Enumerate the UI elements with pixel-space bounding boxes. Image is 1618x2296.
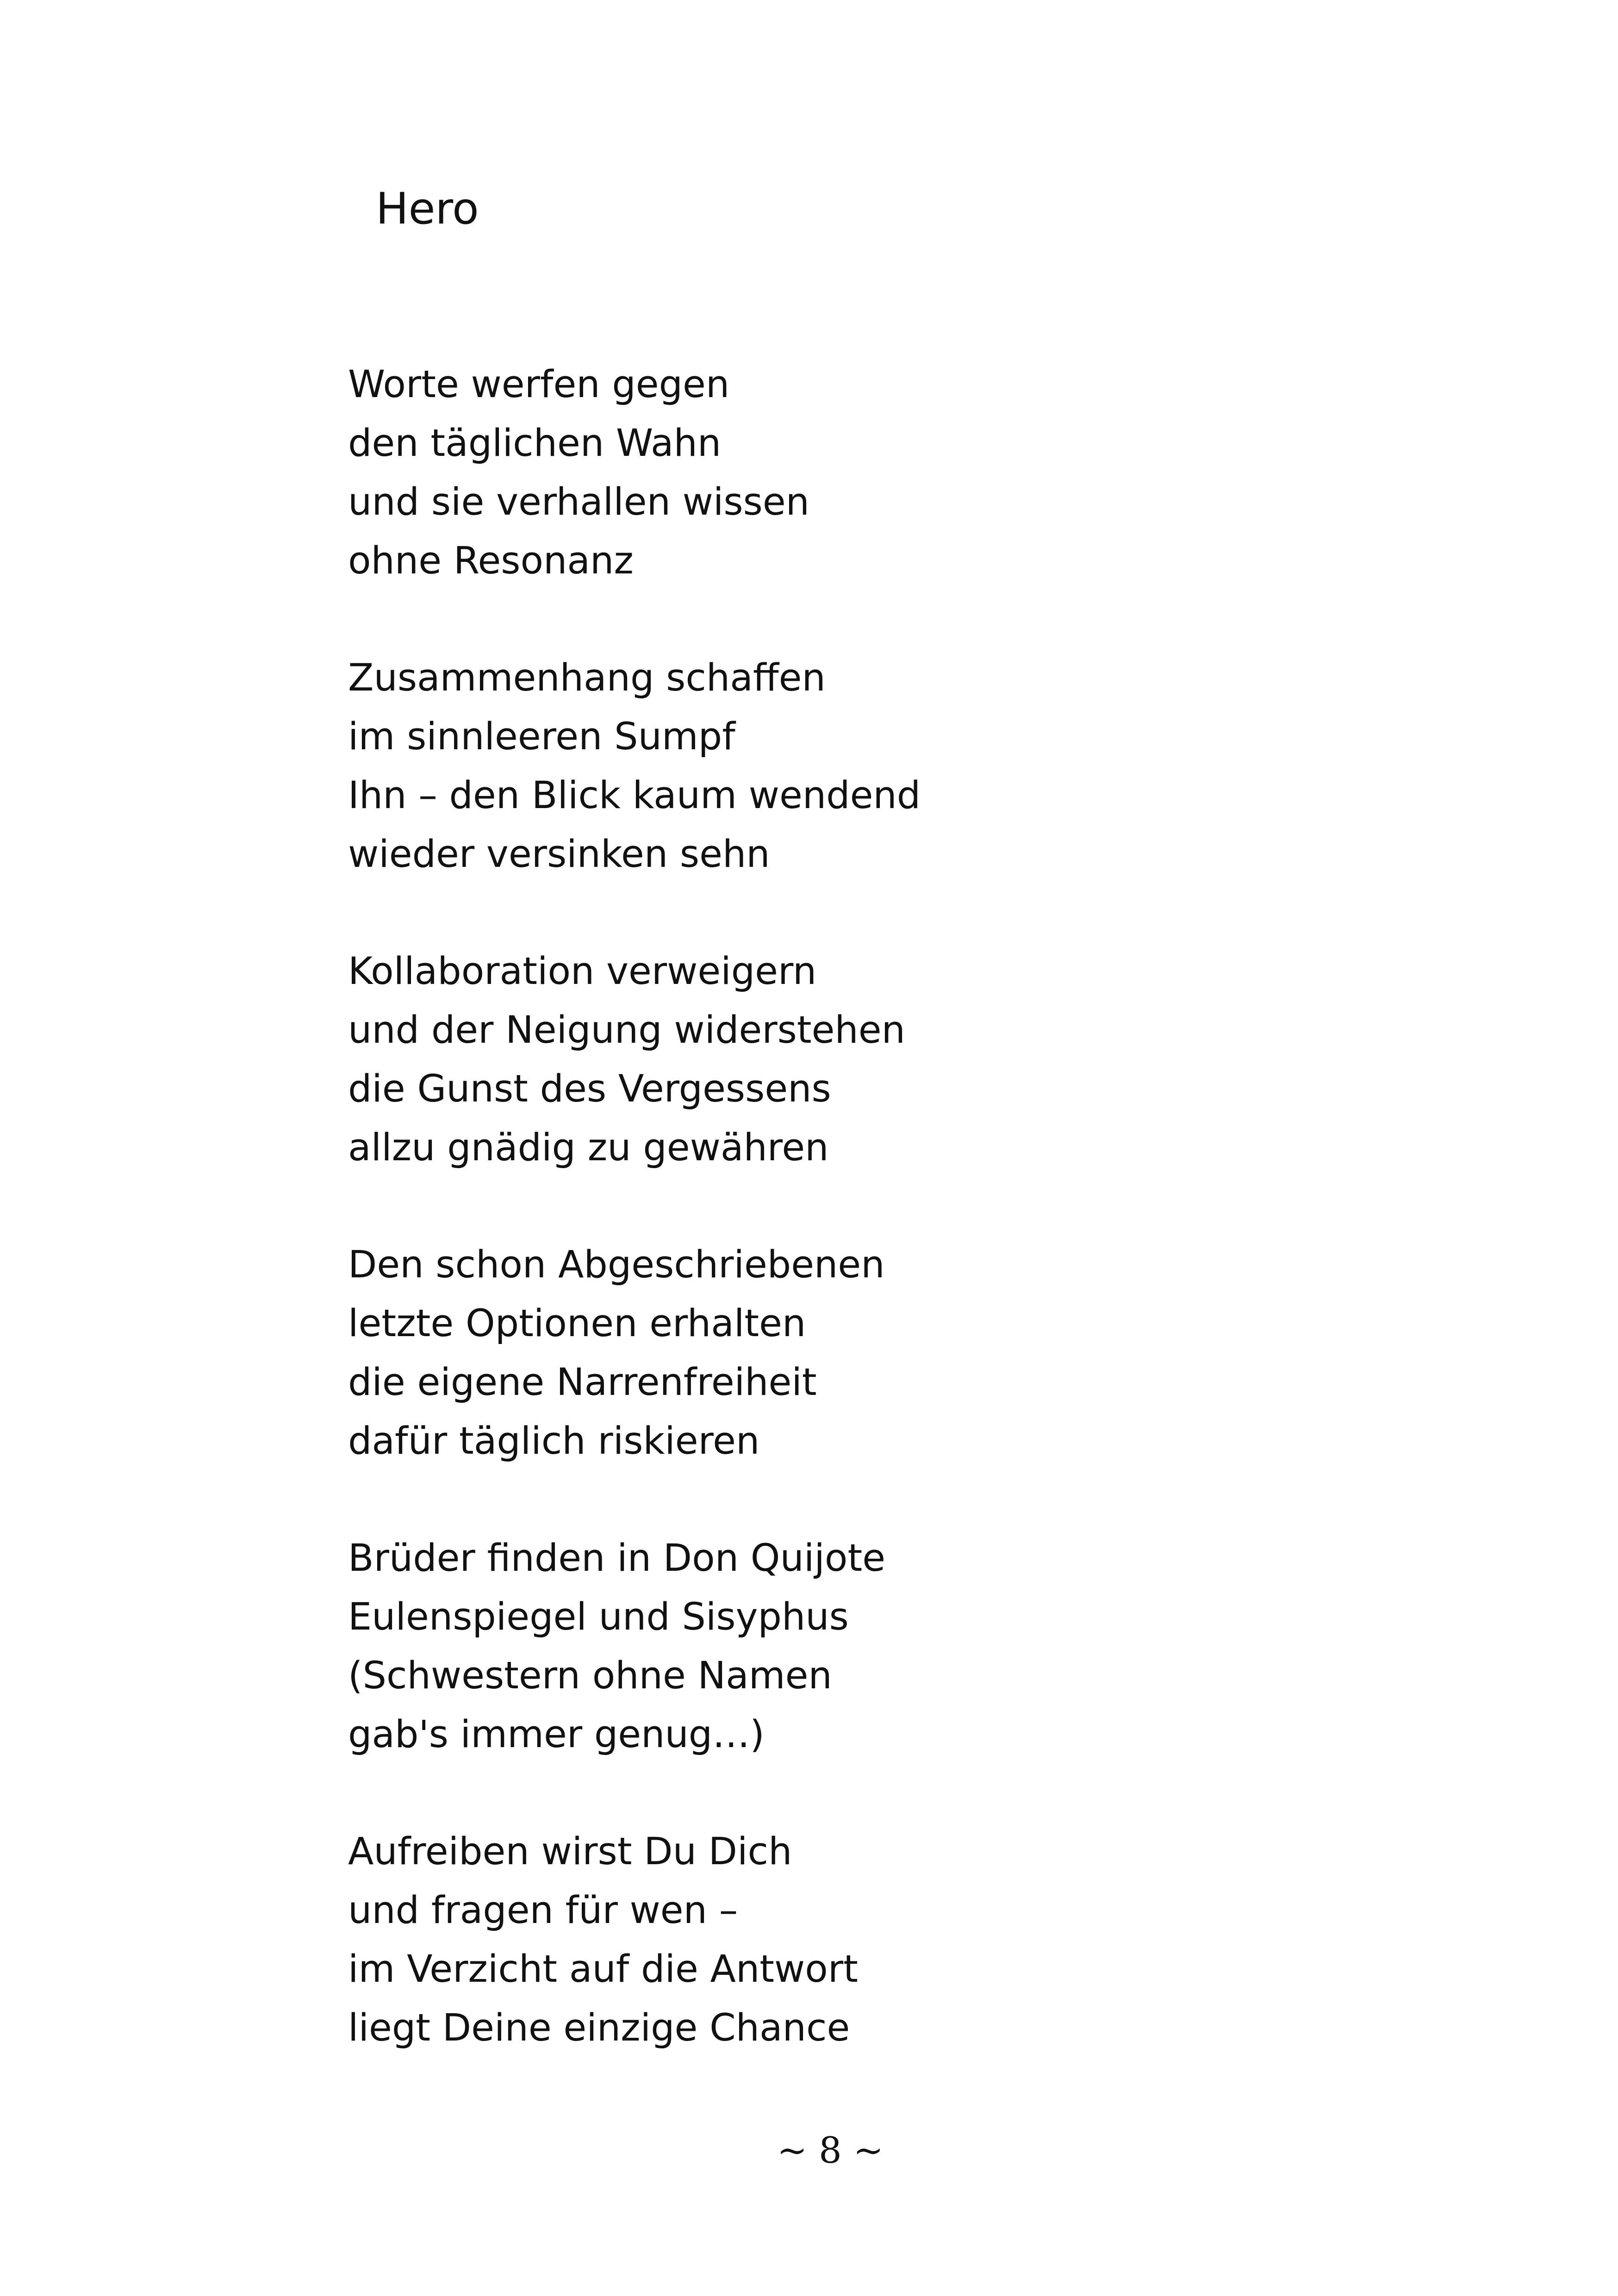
- poem-line: Aufreiben wirst Du Dich: [348, 1830, 792, 1873]
- stanza: [348, 942, 921, 1177]
- page-number: ~ 8 ~: [777, 2130, 884, 2172]
- poem-line: Zusammenhang schaffen: [348, 656, 826, 700]
- poem-line: und fragen für wen –: [348, 1889, 738, 1932]
- poem-line: die eigene Narrenfreiheit: [348, 1361, 817, 1404]
- poem-line: ohne Resonanz: [348, 539, 634, 583]
- poem-line: gab's immer genug…): [348, 1713, 765, 1756]
- poem-body: [348, 355, 921, 2058]
- poem-line: Ihn – den Blick kaum wendend: [348, 774, 921, 817]
- poem-line: und sie verhallen wissen: [348, 480, 809, 524]
- poem-line: die Gunst des Vergessens: [348, 1067, 831, 1111]
- poem-line: den täglichen Wahn: [348, 422, 722, 465]
- poem-line: Worte werfen gegen: [348, 363, 730, 406]
- stanza: [348, 1236, 921, 1471]
- stanza: [348, 1823, 921, 2058]
- poem-line: wieder versinken sehn: [348, 833, 770, 876]
- poem-line: liegt Deine einzige Chance: [348, 2006, 850, 2050]
- poem-line: im Verzicht auf die Antwort: [348, 1948, 858, 1991]
- poem-line: letzte Optionen erhalten: [348, 1302, 806, 1345]
- poem-line: Den schon Abgeschriebenen: [348, 1243, 885, 1287]
- poem-line: Kollaboration verweigern: [348, 950, 817, 993]
- poem-line: Eulenspiegel und Sisyphus: [348, 1595, 849, 1639]
- poem-line: im sinnleeren Sumpf: [348, 715, 735, 759]
- stanza: [348, 1529, 921, 1764]
- poem-title: Hero: [376, 184, 479, 234]
- poem-line: allzu gnädig zu gewähren: [348, 1126, 829, 1170]
- poem-line: und der Neigung widerstehen: [348, 1008, 905, 1052]
- poem-line: dafür täglich riskieren: [348, 1419, 760, 1463]
- poem-line: (Schwestern ohne Namen: [348, 1654, 832, 1698]
- poem-line: Brüder finden in Don Quijote: [348, 1537, 886, 1580]
- stanza: [348, 649, 921, 884]
- stanza: [348, 355, 921, 591]
